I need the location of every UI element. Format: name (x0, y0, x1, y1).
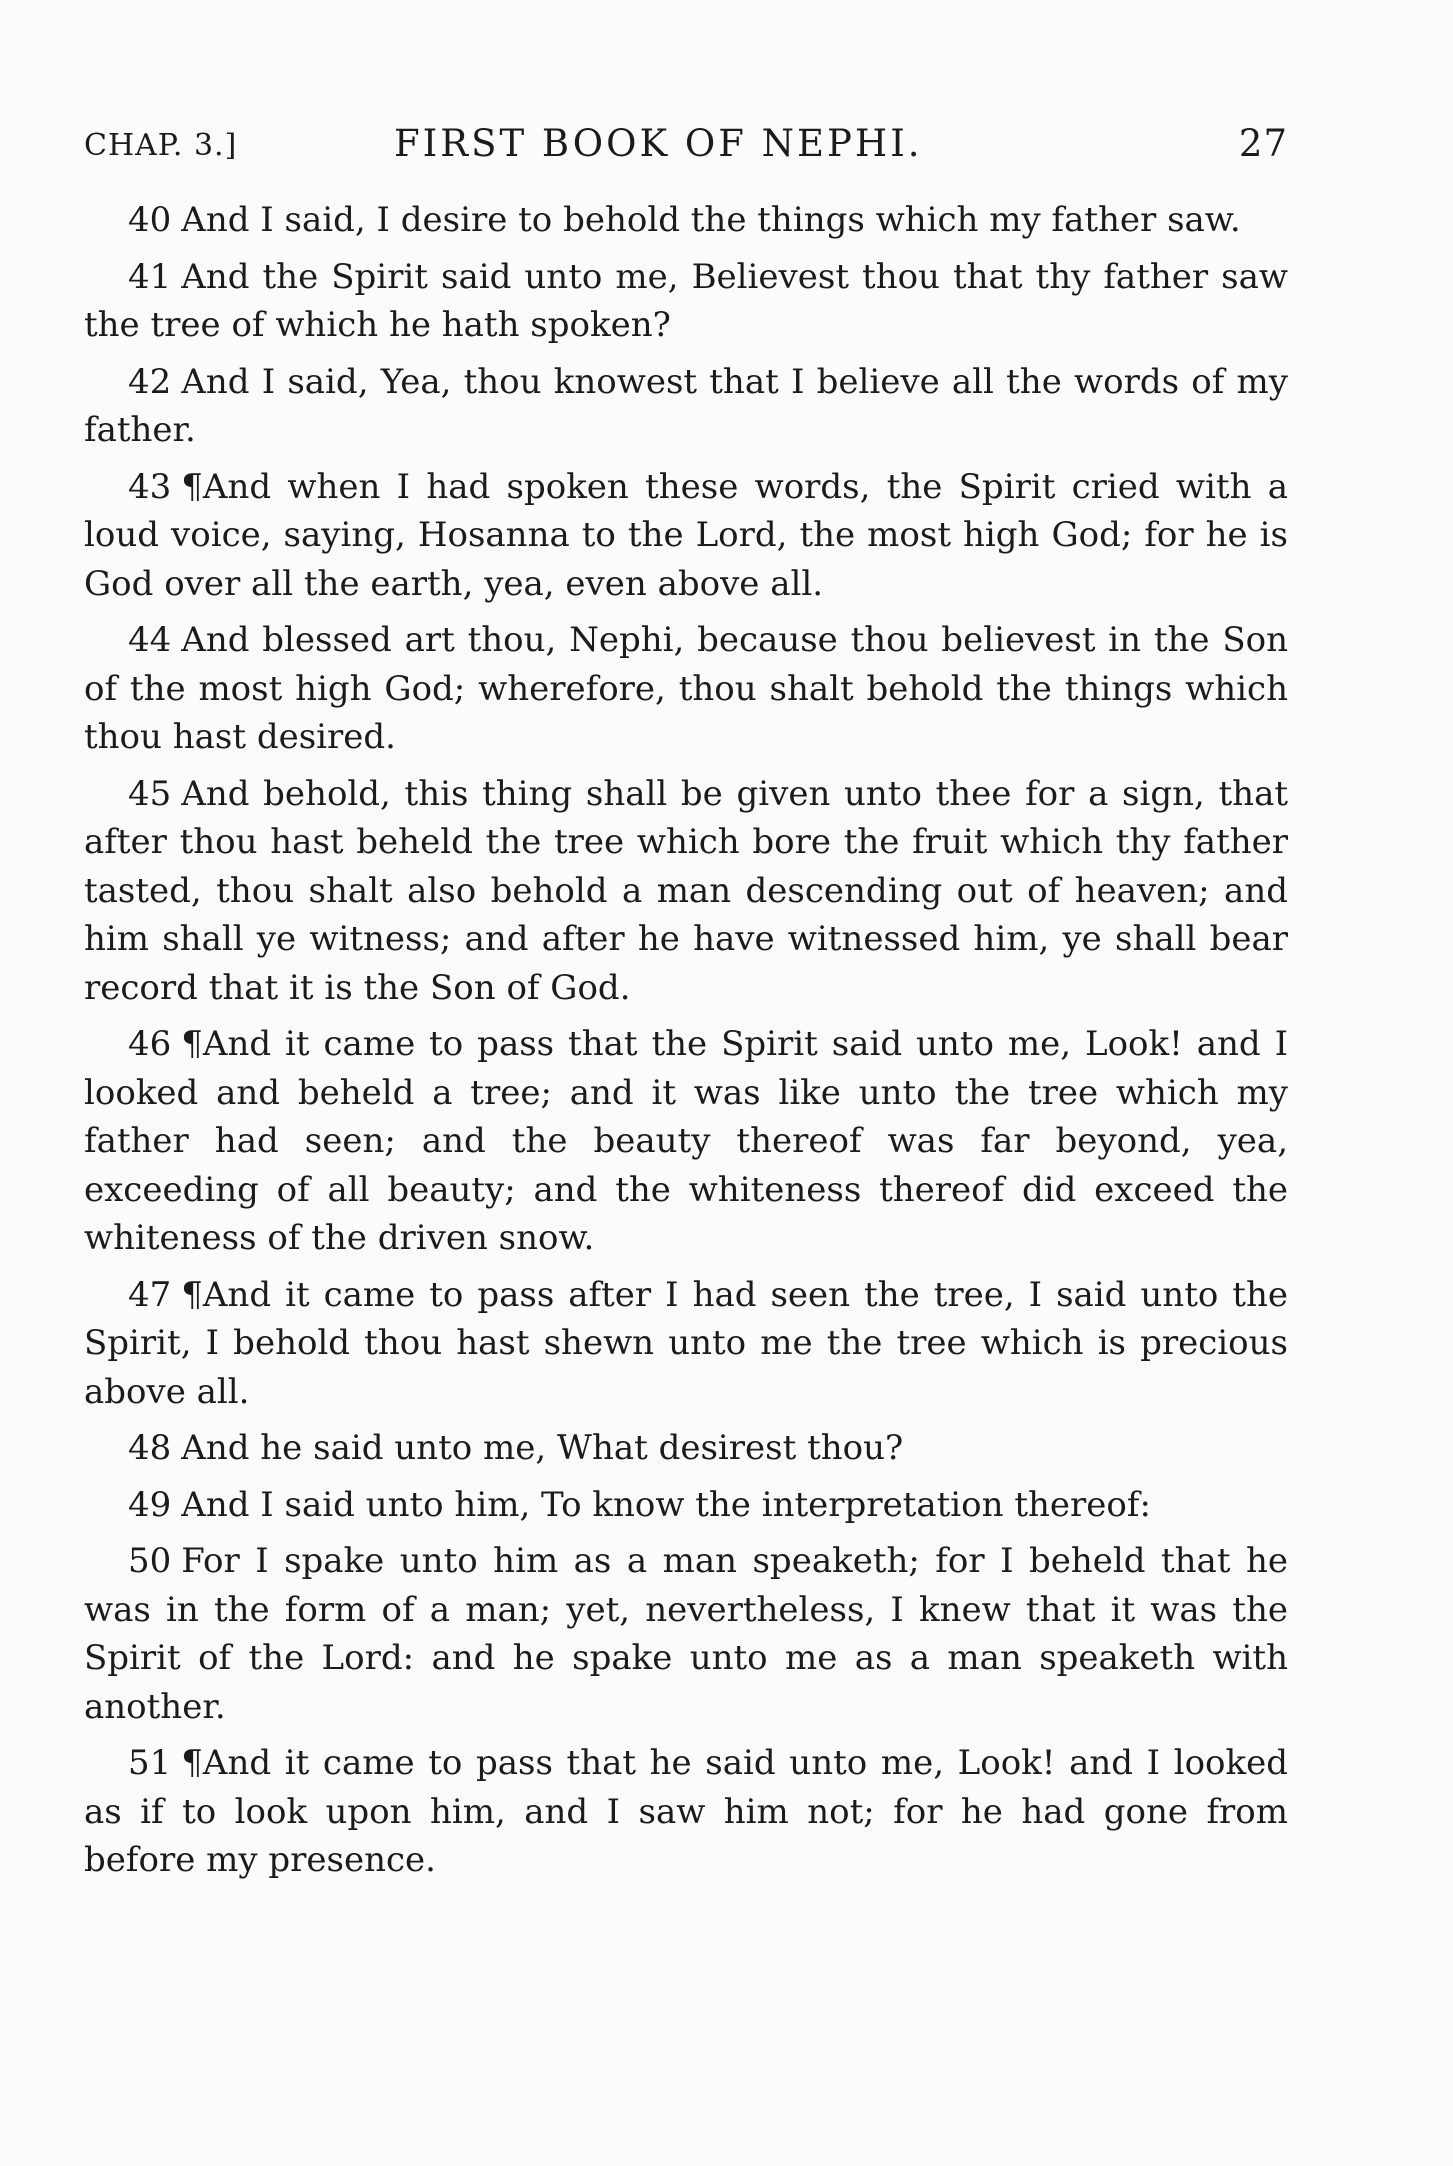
verse-number: 51 (128, 1743, 172, 1783)
verse (84, 1481, 1288, 1530)
verse-number: 48 (128, 1428, 172, 1468)
verse-text: And I said, I desire to behold the things which my father saw. (181, 200, 1241, 240)
verse (84, 196, 1288, 245)
verse-list (84, 196, 1288, 1893)
verse-number: 45 (128, 773, 172, 814)
verse-text: ¶And when I had spoken these words, the Spirit cried with a loud voice, saying, Hosanna to the Lord, the most high God; for he is God over all the earth, yea, even above all. (84, 466, 1288, 604)
verse (84, 253, 1288, 350)
verse-text: And I said, Yea, thou knowest that I believe all the words of my father. (84, 361, 1288, 450)
verse-number: 47 (128, 1274, 172, 1315)
verse-text: And blessed art thou, Nephi, because thou believest in the Son of the most high God; wherefore, thou shalt behold the things which thou hast desired. (84, 620, 1288, 757)
verse-number: 42 (128, 361, 172, 402)
running-head (84, 122, 1288, 182)
verse (84, 1537, 1288, 1731)
verse-number: 49 (128, 1484, 172, 1525)
verse-number: 40 (128, 200, 172, 240)
verse-text: And he said unto me, What desirest thou? (181, 1428, 904, 1468)
verse-text: And the Spirit said unto me, Believest thou that thy father saw the tree of which he hath spoken? (84, 256, 1288, 345)
verse-text: And I said unto him, To know the interpretation thereof: (181, 1484, 1151, 1525)
book-title: FIRST BOOK OF NEPHI. (394, 122, 923, 165)
page-number: 27 (1238, 122, 1288, 165)
verse-number: 50 (128, 1541, 172, 1581)
verse-text: ¶And it came to pass that the Spirit said unto me, Look! and I looked and beheld a tree; and it was like unto the tree which my father had seen; and the beauty thereof was far beyond, yea, exceeding of all beauty; and the whiteness thereof did exceed the whiteness of the driven snow. (84, 1024, 1288, 1258)
verse (84, 616, 1288, 762)
verse (84, 770, 1288, 1013)
verse (84, 463, 1288, 609)
verse-text: ¶And it came to pass that he said unto me, Look! and I looked as if to look upon him, and I saw him not; for he had gone from before my presence. (84, 1743, 1288, 1880)
verse-number: 44 (128, 620, 172, 660)
verse-text: ¶And it came to pass after I had seen the tree, I said unto the Spirit, I behold thou hast shewn unto me the tree which is precious above all. (84, 1274, 1288, 1412)
verse-text: And behold, this thing shall be given unto thee for a sign, that after thou hast beheld the tree which bore the fruit which thy father tasted, thou shalt also behold a man descending out of heaven; and him shall ye witness; and after he have witnessed him, ye shall bear record that it is the Son of God. (84, 773, 1288, 1008)
verse-number: 41 (128, 256, 172, 297)
verse-text: For I spake unto him as a man speaketh; for I beheld that he was in the form of a man; yet, nevertheless, I knew that it was the Spirit of the Lord: and he spake unto me as a man speaketh with another. (84, 1541, 1288, 1727)
verse-number: 46 (128, 1024, 172, 1064)
chapter-label: CHAP. 3.] (84, 128, 238, 163)
verse (84, 1271, 1288, 1417)
verse (84, 1739, 1288, 1885)
verse (84, 358, 1288, 455)
verse (84, 1424, 1288, 1473)
verse-number: 43 (128, 466, 172, 507)
verse (84, 1020, 1288, 1263)
